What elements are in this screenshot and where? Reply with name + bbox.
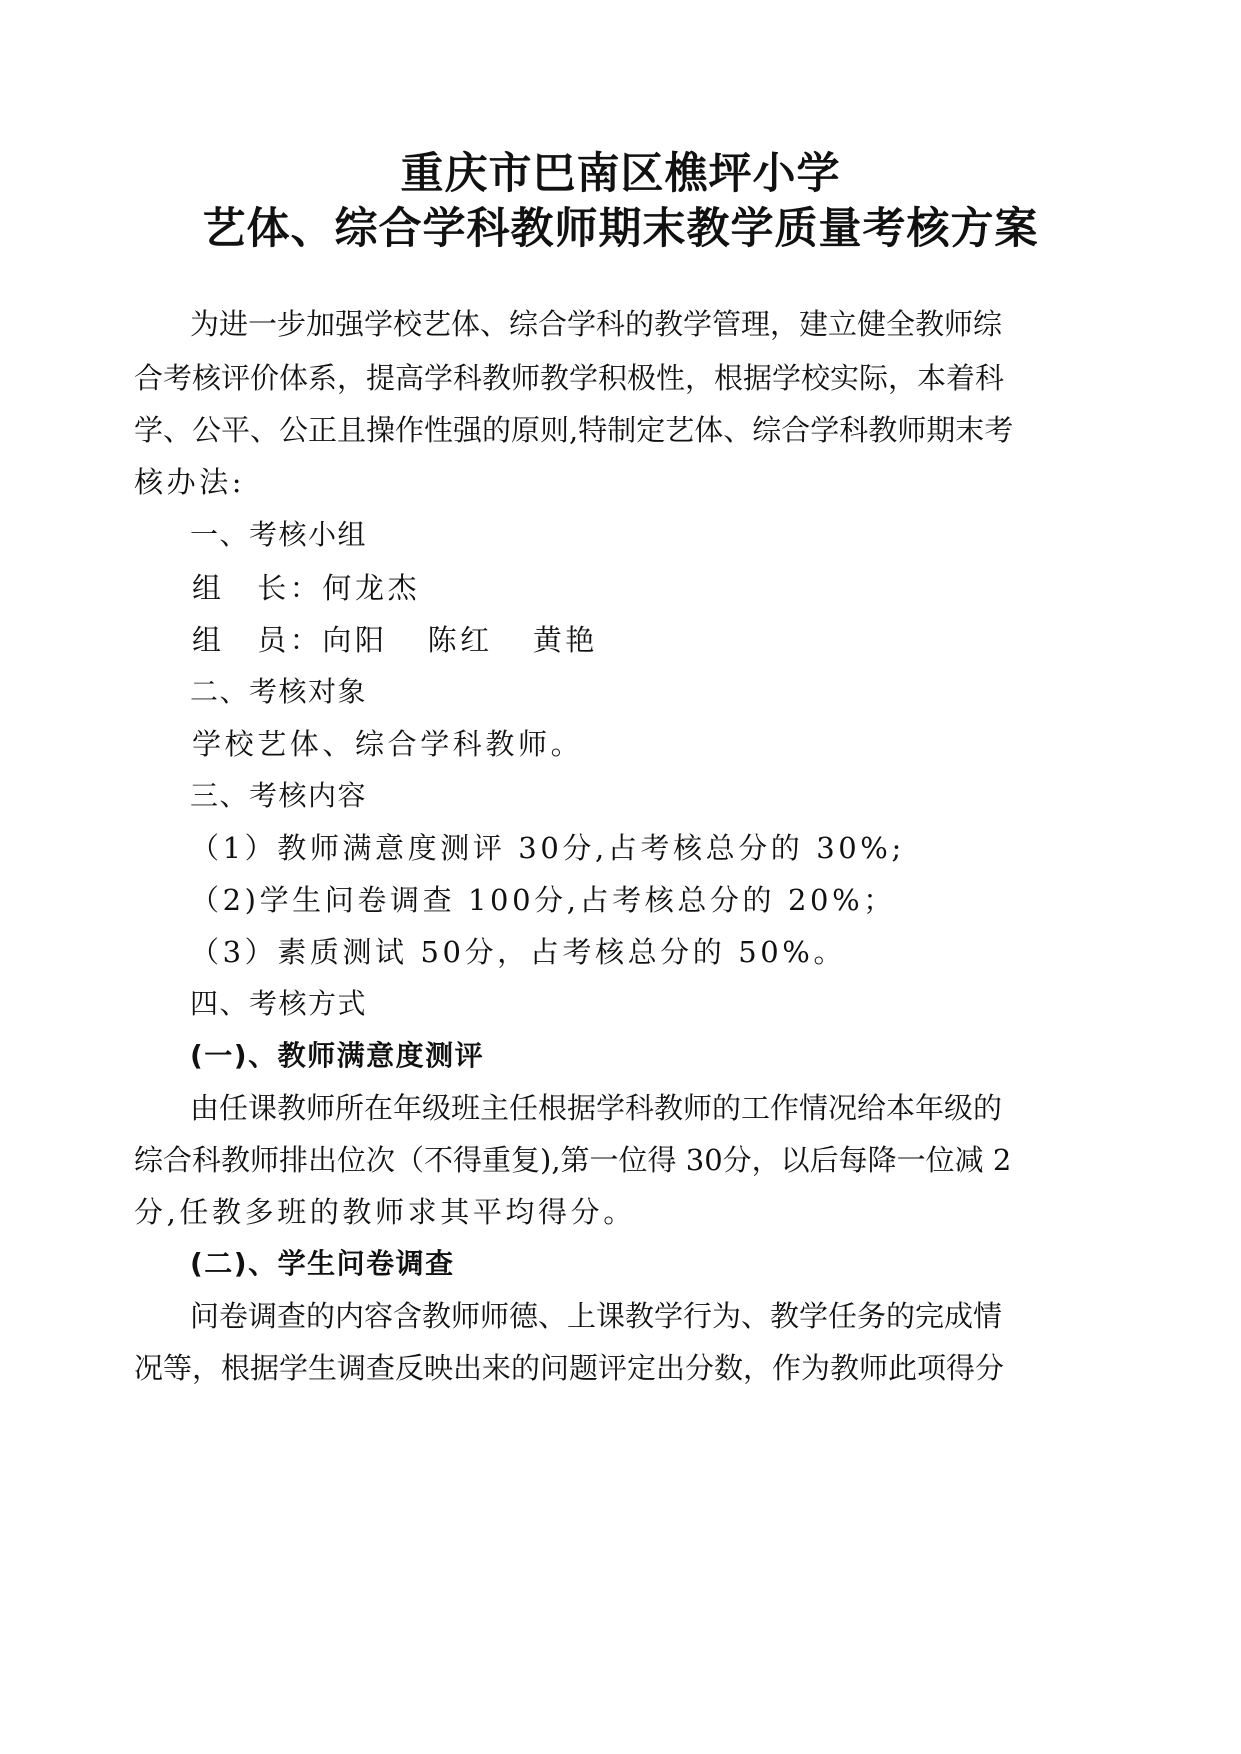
intro-line-3: 学、公平、公正且操作性强的原则,特制定艺体、综合学科教师期末考 [134,413,1014,447]
member-name: 向阳 [322,623,388,657]
section-4-heading: 四、考核方式 [190,987,368,1020]
intro-line-1: 为进一步加强学校艺体、综合学科的教学管理，建立健全教师综 [190,307,1003,341]
intro-line-4: 核办法: [134,465,246,499]
leader-name: 何龙杰 [322,571,421,605]
subsection-1-heading: (一)、教师满意度测评 [190,1039,485,1072]
intro-line-2: 合考核评价体系，提高学科教师教学积极性，根据学校实际，本着科 [134,361,1005,395]
members-label: 组 员： [192,623,323,657]
member-name: 黄艳 [532,623,599,657]
document-title-line-2: 艺体、综合学科教师期末教学质量考核方案 [202,204,1039,254]
content-item-3: （3）素质测试 50分，占考核总分的 50%。 [190,935,847,969]
members-row [192,620,598,660]
subsection-2-line-2: 况等，根据学生调查反映出来的问题评定出分数，作为教师此项得分 [134,1351,1005,1385]
section-2-text: 学校艺体、综合学科教师。 [192,727,584,761]
content-item-1: （1）教师满意度测评 30分,占考核总分的 30%; [190,831,905,865]
subsection-1-line-1: 由任课教师所在年级班主任根据学科教师的工作情况给本年级的 [190,1091,1003,1125]
section-2-heading: 二、考核对象 [190,675,368,708]
subsection-2-line-1: 问卷调查的内容含教师师德、上课教学行为、教学任务的完成情 [190,1299,1003,1333]
section-1-heading: 一、考核小组 [190,518,368,551]
document-title-line-1: 重庆市巴南区樵坪小学 [400,149,841,199]
content-item-2: （2)学生问卷调查 100分,占考核总分的 20%； [190,883,896,917]
subsection-1-line-2: 综合科教师排出位次（不得重复),第一位得 30分，以后每降一位减 2 [134,1143,1012,1177]
subsection-1-line-3: 分,任教多班的教师求其平均得分。 [134,1195,636,1229]
member-name: 陈红 [427,623,493,657]
section-3-heading: 三、考核内容 [190,779,368,812]
leader-row [192,568,420,608]
subsection-2-heading: (二)、学生问卷调查 [190,1247,455,1280]
leader-label: 组 长： [192,571,323,605]
